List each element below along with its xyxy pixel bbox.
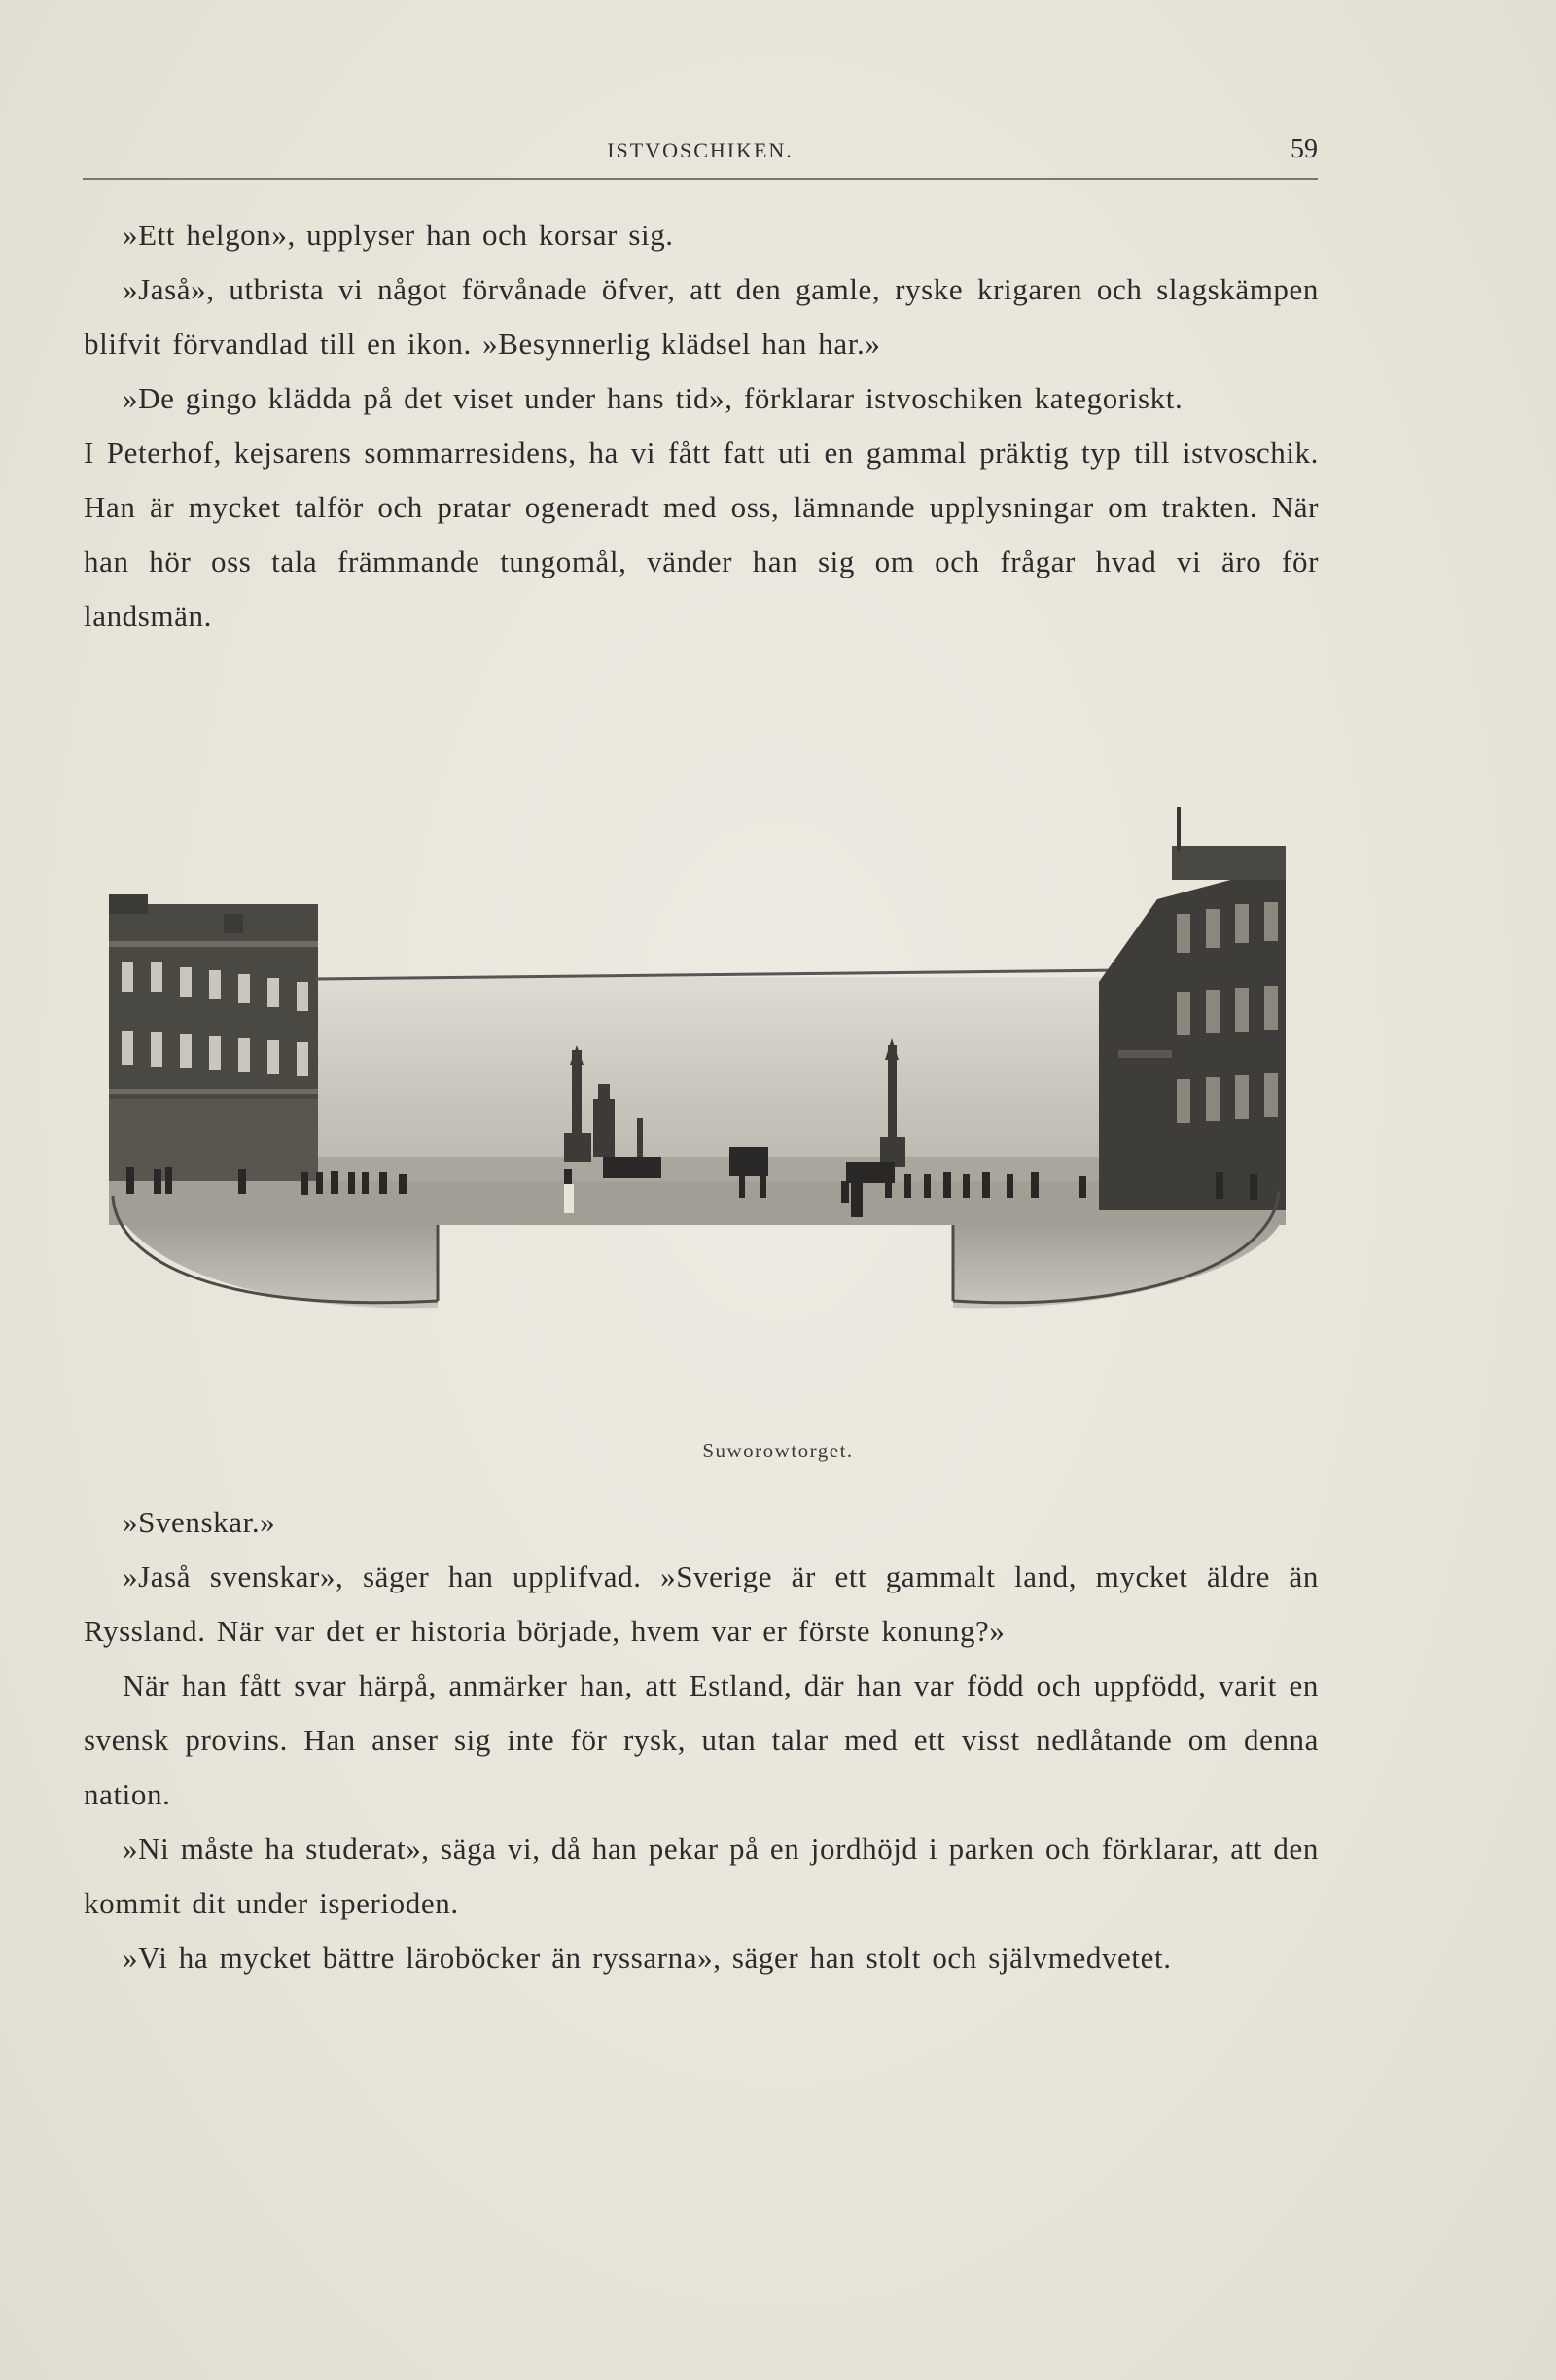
page-number: 59 [1291, 134, 1318, 164]
paragraph: »Ni måste ha studerat», säga vi, då han pekar på en jordhöjd i parken och förklarar, att den kommit dit under isperioden. [84, 1832, 1319, 1920]
paragraph: »Vi ha mycket bättre läroböcker än ryssarna», säger han stolt och självmedvetet. [123, 1941, 1172, 1975]
header-rule [83, 178, 1318, 180]
paragraph: »Ett helgon», upplyser han och korsar sig. [123, 218, 674, 252]
figure-caption: Suworowtorget. [702, 1439, 854, 1462]
paragraph: I Peterhof, kejsarens sommarresidens, ha vi fått fatt uti en gammal präktig typ till istvoschik. Han är mycket talför och pratar ogeneradt med oss, lämnande upplysningar om trakten. När han hör oss tala främmande tungomål, vänder han sig om och frågar hvad vi äro för landsmän. [84, 436, 1319, 633]
right-building [1099, 807, 1286, 1210]
paragraph: »Jaså svenskar», säger han upplifvad. »Sverige är ett gammalt land, mycket äldre än Ryssland. När var det er historia började, hvem var er förste konung?» [84, 1559, 1319, 1648]
paragraph: »Jaså», utbrista vi något förvånade öfver, att den gamle, ryske krigaren och slagskämpen blifvit förvandlad till en ikon. »Besynnerlig klädsel han har.» [84, 272, 1319, 361]
running-head [83, 134, 1318, 173]
paragraph: »Svenskar.» [123, 1505, 276, 1539]
text-block-bottom [84, 1495, 1319, 1985]
text-block-top [84, 208, 1319, 644]
left-building [109, 894, 318, 1181]
paragraph: »De gingo klädda på det viset under hans tid», förklarar istvoschiken kategoriskt. [123, 381, 1184, 415]
paragraph: När han fått svar härpå, anmärker han, att Estland, där han var född och uppfödd, varit en svensk provins. Han anser sig inte för rysk, utan talar med ett visst nedlåtande om denna nation. [84, 1668, 1319, 1811]
running-title: ISTVOSCHIKEN. [607, 138, 794, 162]
photo-suworow-square [107, 807, 1293, 1410]
